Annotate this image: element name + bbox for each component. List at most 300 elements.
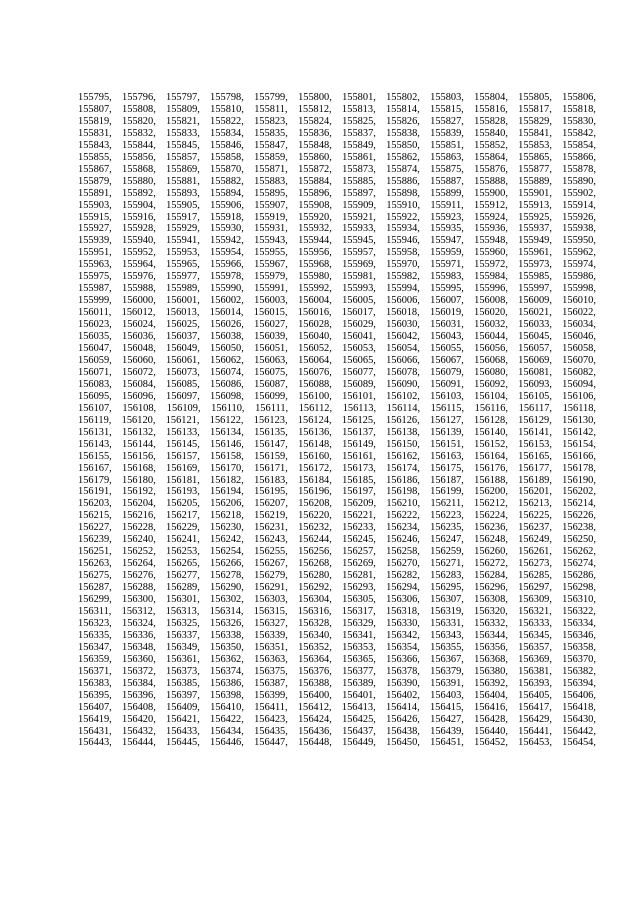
number-entry: 156206, [210,498,244,510]
number-entry: 156107, [78,402,112,414]
number-line [78,367,596,379]
number-entry: 156094, [562,378,596,390]
number-entry: 156390, [386,677,420,689]
number-entry: 155960, [474,247,508,259]
number-entry: 156074, [210,366,244,378]
number-entry: 156031, [430,319,464,331]
number-entry: 156099, [254,390,288,402]
number-entry: 156090, [386,378,420,390]
number-line [78,92,596,104]
number-entry: 156372, [122,665,156,677]
number-entry: 155952, [122,247,156,259]
number-entry: 156127, [429,414,464,426]
number-line [78,726,596,738]
number-entry: 156345, [518,629,552,641]
number-entry: 156230, [210,522,244,534]
number-entry: 155852, [474,139,508,151]
number-entry: 156361, [166,653,200,665]
number-entry: 156371, [78,665,112,677]
number-entry: 156362, [210,653,244,665]
number-entry: 156217, [166,510,200,522]
number-entry: 156214, [562,498,596,510]
number-entry: 155831, [78,127,112,139]
number-entry: 156162, [386,450,420,462]
number-entry: 156441, [518,725,552,737]
number-entry: 155802, [386,92,420,103]
number-entry: 156235, [430,522,464,534]
number-entry: 156212, [474,498,508,510]
number-entry: 156344, [474,629,508,641]
number-entry: 156248, [474,534,508,546]
number-entry: 155847, [254,139,288,151]
number-entry: 156136, [298,426,332,438]
number-entry: 155916, [122,211,156,223]
number-entry: 156049, [166,343,200,355]
number-entry: 156208, [298,498,333,510]
number-entry: 155887, [430,175,464,187]
number-line [78,582,596,594]
number-entry: 156326, [210,617,244,629]
number-entry: 156125, [341,414,376,426]
number-entry: 156385, [166,677,200,689]
number-entry: 155926, [562,211,596,223]
number-entry: 156328, [298,617,332,629]
number-entry: 156210, [386,498,421,510]
number-entry: 156193, [166,486,200,498]
number-line [78,415,596,427]
number-entry: 155874, [386,163,420,175]
number-entry: 156184, [298,474,332,486]
number-line [78,319,596,331]
number-entry: 156215, [78,510,112,522]
number-entry: 156064, [298,354,332,366]
number-entry: 156084, [122,378,156,390]
number-entry: 156160, [298,450,332,462]
number-entry: 156104, [474,390,508,402]
number-entry: 155856, [122,151,156,163]
number-entry: 156252, [122,546,156,558]
number-entry: 156165, [518,450,552,462]
number-entry: 156414, [385,701,420,713]
number-line [78,307,596,319]
number-entry: 155864, [474,151,508,163]
number-entry: 155973, [518,259,552,271]
number-entry: 156320, [474,605,508,617]
number-entry: 156250, [562,534,596,546]
number-entry: 156447, [254,737,288,749]
number-entry: 156057, [518,343,552,355]
number-entry: 155921, [342,211,376,223]
number-entry: 155849, [342,139,376,151]
number-line [78,666,596,678]
number-entry: 156171, [254,462,288,474]
number-entry: 156151, [430,438,464,450]
number-entry: 155825, [342,115,376,127]
number-entry: 156275, [78,570,112,582]
number-entry: 155833, [166,127,200,139]
number-entry: 156204, [122,498,156,510]
number-entry: 156148, [298,438,332,450]
number-entry: 156118, [562,402,596,414]
number-entry: 156318, [385,605,420,617]
number-entry: 155811, [254,103,288,115]
number-entry: 156179, [78,474,112,486]
number-entry: 155808, [122,103,156,115]
number-entry: 155901, [518,187,552,199]
number-entry: 155842, [562,127,596,139]
number-entry: 155800, [298,92,332,103]
number-entry: 155967, [254,259,288,271]
number-entry: 156287, [78,582,112,594]
number-entry: 156216, [122,510,156,522]
number-entry: 155845, [166,139,200,151]
number-entry: 156181, [166,474,200,486]
number-entry: 156407, [78,701,112,713]
number-entry: 156068, [474,354,508,366]
number-entry: 156072, [122,366,156,378]
number-entry: 156034, [562,319,596,331]
number-entry: 155959, [430,247,464,259]
number-entry: 155979, [254,271,288,283]
number-entry: 155828, [474,115,508,127]
number-entry: 156373, [166,665,200,677]
number-entry: 156119, [78,414,112,426]
number-entry: 156314, [209,605,244,617]
number-entry: 155894, [210,187,244,199]
number-entry: 156014, [209,307,244,319]
number-entry: 156317, [341,605,376,617]
number-line [78,618,596,630]
number-entry: 155991, [254,283,288,295]
number-entry: 156410, [210,701,244,713]
number-entry: 156236, [474,522,508,534]
number-entry: 155843, [78,139,112,151]
number-entry: 156277, [166,570,200,582]
number-entry: 155927, [78,223,112,235]
number-entry: 156340, [298,629,332,641]
number-entry: 156096, [122,390,156,402]
number-entry: 155969, [342,259,376,271]
number-line [78,702,596,714]
number-entry: 155946, [386,235,420,247]
number-entry: 156383, [78,677,112,689]
number-entry: 155996, [474,283,508,295]
number-entry: 156315, [253,605,288,617]
number-entry: 156365, [342,653,376,665]
number-list-block [78,92,596,749]
number-line [78,235,596,247]
number-entry: 155818, [562,103,596,115]
number-entry: 156388, [298,677,332,689]
number-entry: 155920, [298,211,332,223]
number-entry: 156281, [342,570,376,582]
number-entry: 155930, [210,223,244,235]
number-entry: 156004, [298,295,332,307]
number-entry: 156263, [78,558,112,570]
number-entry: 156079, [430,366,464,378]
number-entry: 156451, [430,737,464,749]
number-entry: 156161, [342,450,376,462]
number-entry: 155840, [474,127,508,139]
number-entry: 155922, [386,211,420,223]
number-entry: 156253, [166,546,200,558]
number-entry: 156050, [210,343,244,355]
number-entry: 156417, [518,701,552,713]
number-entry: 156122, [209,414,244,426]
number-entry: 156246, [386,534,420,546]
number-entry: 155872, [298,163,332,175]
number-entry: 155899, [430,187,464,199]
number-entry: 155962, [562,247,596,259]
number-entry: 155982, [386,271,420,283]
number-entry: 155989, [166,283,200,295]
number-entry: 155963, [78,259,112,271]
number-entry: 155900, [474,187,508,199]
number-entry: 156302, [210,594,244,606]
number-entry: 155871, [254,163,288,175]
number-entry: 156170, [210,462,244,474]
number-entry: 156156, [122,450,156,462]
number-entry: 155914, [562,199,596,211]
number-entry: 156209, [342,498,377,510]
number-entry: 155970, [386,259,420,271]
number-entry: 155964, [122,259,156,271]
number-entry: 156244, [298,534,332,546]
number-entry: 156433, [166,725,200,737]
number-entry: 156374, [210,665,244,677]
number-entry: 156450, [386,737,420,749]
number-entry: 155994, [386,283,420,295]
number-entry: 156205, [166,498,200,510]
number-entry: 155814, [385,103,420,115]
number-entry: 156296, [474,582,508,594]
number-entry: 156082, [562,366,596,378]
number-entry: 156292, [298,582,332,594]
number-entry: 155911, [430,199,464,211]
number-entry: 156030, [386,319,420,331]
number-entry: 156201, [518,486,552,498]
number-entry: 156425, [342,713,376,725]
number-entry: 156071, [78,366,112,378]
number-entry: 156052, [298,343,332,355]
number-entry: 156397, [166,689,200,701]
number-entry: 156282, [386,570,420,582]
number-line [78,247,596,259]
number-entry: 156155, [78,450,112,462]
number-entry: 156147, [254,438,288,450]
number-entry: 155822, [210,115,244,127]
number-entry: 156062, [210,354,244,366]
number-entry: 156443, [78,737,112,749]
number-entry: 155863, [430,151,464,163]
number-entry: 156133, [166,426,200,438]
number-entry: 156011, [78,307,112,319]
number-entry: 155866, [562,151,596,163]
number-entry: 155799, [254,92,288,103]
number-entry: 155888, [474,175,508,187]
number-entry: 156222, [386,510,420,522]
number-entry: 155909, [342,199,377,211]
number-entry: 155983, [430,271,464,283]
number-entry: 156203, [78,498,112,510]
number-entry: 156298, [562,582,596,594]
number-entry: 156051, [254,343,288,355]
number-entry: 155891, [78,187,112,199]
number-entry: 156395, [78,689,112,701]
number-entry: 155803, [430,92,464,103]
number-line [78,116,596,128]
number-entry: 156032, [474,319,508,331]
number-line [78,463,596,475]
number-entry: 155923, [430,211,464,223]
number-entry: 156109, [166,402,201,414]
number-entry: 156323, [78,617,112,629]
number-line [78,486,596,498]
number-entry: 156056, [474,343,508,355]
number-entry: 156427, [430,713,464,725]
number-entry: 156267, [254,558,288,570]
number-entry: 155797, [166,92,200,103]
number-entry: 155933, [342,223,376,235]
number-entry: 156221, [342,510,376,522]
number-line [78,379,596,391]
number-line [78,522,596,534]
number-entry: 155870, [210,163,244,175]
number-entry: 156301, [166,594,200,606]
number-entry: 155981, [342,271,376,283]
number-entry: 156003, [254,295,288,307]
number-entry: 155805, [518,92,552,103]
number-entry: 155917, [166,211,200,223]
number-entry: 156140, [474,426,508,438]
number-entry: 155984, [474,271,508,283]
number-entry: 156234, [386,522,420,534]
number-entry: 156192, [122,486,156,498]
number-entry: 156176, [474,462,508,474]
number-entry: 156269, [342,558,376,570]
number-entry: 156359, [78,653,112,665]
number-entry: 156159, [254,450,288,462]
number-entry: 156300, [122,594,156,606]
number-entry: 155890, [562,175,596,187]
number-entry: 156360, [122,653,156,665]
number-entry: 155950, [562,235,596,247]
number-entry: 155905, [166,199,200,211]
number-entry: 156284, [474,570,508,582]
number-entry: 156144, [122,438,156,450]
number-entry: 156063, [254,354,288,366]
number-entry: 156005, [342,295,376,307]
number-entry: 156311, [78,605,112,617]
number-entry: 156225, [518,510,552,522]
number-entry: 155934, [386,223,420,235]
number-entry: 156256, [298,546,332,558]
number-entry: 156120, [121,414,156,426]
number-entry: 156149, [342,438,376,450]
number-line [78,128,596,140]
number-entry: 155954, [210,247,244,259]
number-entry: 155993, [342,283,376,295]
number-entry: 155903, [78,199,112,211]
number-entry: 155827, [430,115,464,127]
number-entry: 156233, [342,522,376,534]
number-entry: 155858, [210,151,244,163]
number-entry: 156091, [430,378,464,390]
number-entry: 155824, [298,115,332,127]
number-entry: 156153, [518,438,552,450]
number-entry: 156341, [342,629,376,641]
number-entry: 156169, [166,462,200,474]
number-line [78,546,596,558]
number-entry: 155848, [298,139,332,151]
number-entry: 156220, [298,510,332,522]
number-entry: 156325, [166,617,200,629]
number-entry: 156380, [474,665,508,677]
number-entry: 156421, [166,713,200,725]
number-entry: 156095, [78,390,112,402]
number-entry: 155910, [386,199,421,211]
number-entry: 156113, [342,402,377,414]
number-entry: 156409, [166,701,200,713]
number-entry: 156338, [210,629,244,641]
number-entry: 156268, [298,558,332,570]
number-entry: 156241, [166,534,200,546]
number-entry: 155978, [210,271,244,283]
number-entry: 156002, [210,295,244,307]
number-entry: 156152, [474,438,508,450]
number-entry: 155972, [474,259,508,271]
number-entry: 156293, [342,582,376,594]
number-entry: 156270, [386,558,420,570]
number-entry: 156009, [518,295,552,307]
number-entry: 156264, [122,558,156,570]
number-entry: 156016, [297,307,332,319]
number-entry: 156058, [562,343,596,355]
number-entry: 155801, [342,92,376,103]
number-entry: 156247, [430,534,464,546]
number-entry: 156037, [166,331,200,343]
number-entry: 156297, [518,582,552,594]
number-entry: 156123, [253,414,288,426]
number-entry: 156053, [342,343,376,355]
number-entry: 156114, [386,402,421,414]
number-entry: 155937, [518,223,552,235]
number-entry: 156435, [254,725,288,737]
number-entry: 156437, [342,725,376,737]
number-entry: 156334, [562,617,596,629]
number-entry: 156368, [474,653,508,665]
number-entry: 155817, [518,103,552,115]
number-entry: 156035, [78,331,112,343]
number-entry: 155974, [562,259,596,271]
number-entry: 156073, [166,366,200,378]
number-entry: 156060, [122,354,156,366]
number-entry: 156392, [474,677,508,689]
number-entry: 156121, [165,414,200,426]
number-entry: 156239, [78,534,112,546]
number-entry: 156007, [430,295,464,307]
number-line [78,558,596,570]
number-entry: 156042, [386,331,420,343]
number-entry: 155823, [254,115,288,127]
number-entry: 156418, [562,701,596,713]
number-entry: 156402, [386,689,420,701]
number-line [78,331,596,343]
number-entry: 156142, [562,426,596,438]
number-entry: 156087, [254,378,288,390]
number-entry: 156262, [562,546,596,558]
number-entry: 156423, [254,713,288,725]
